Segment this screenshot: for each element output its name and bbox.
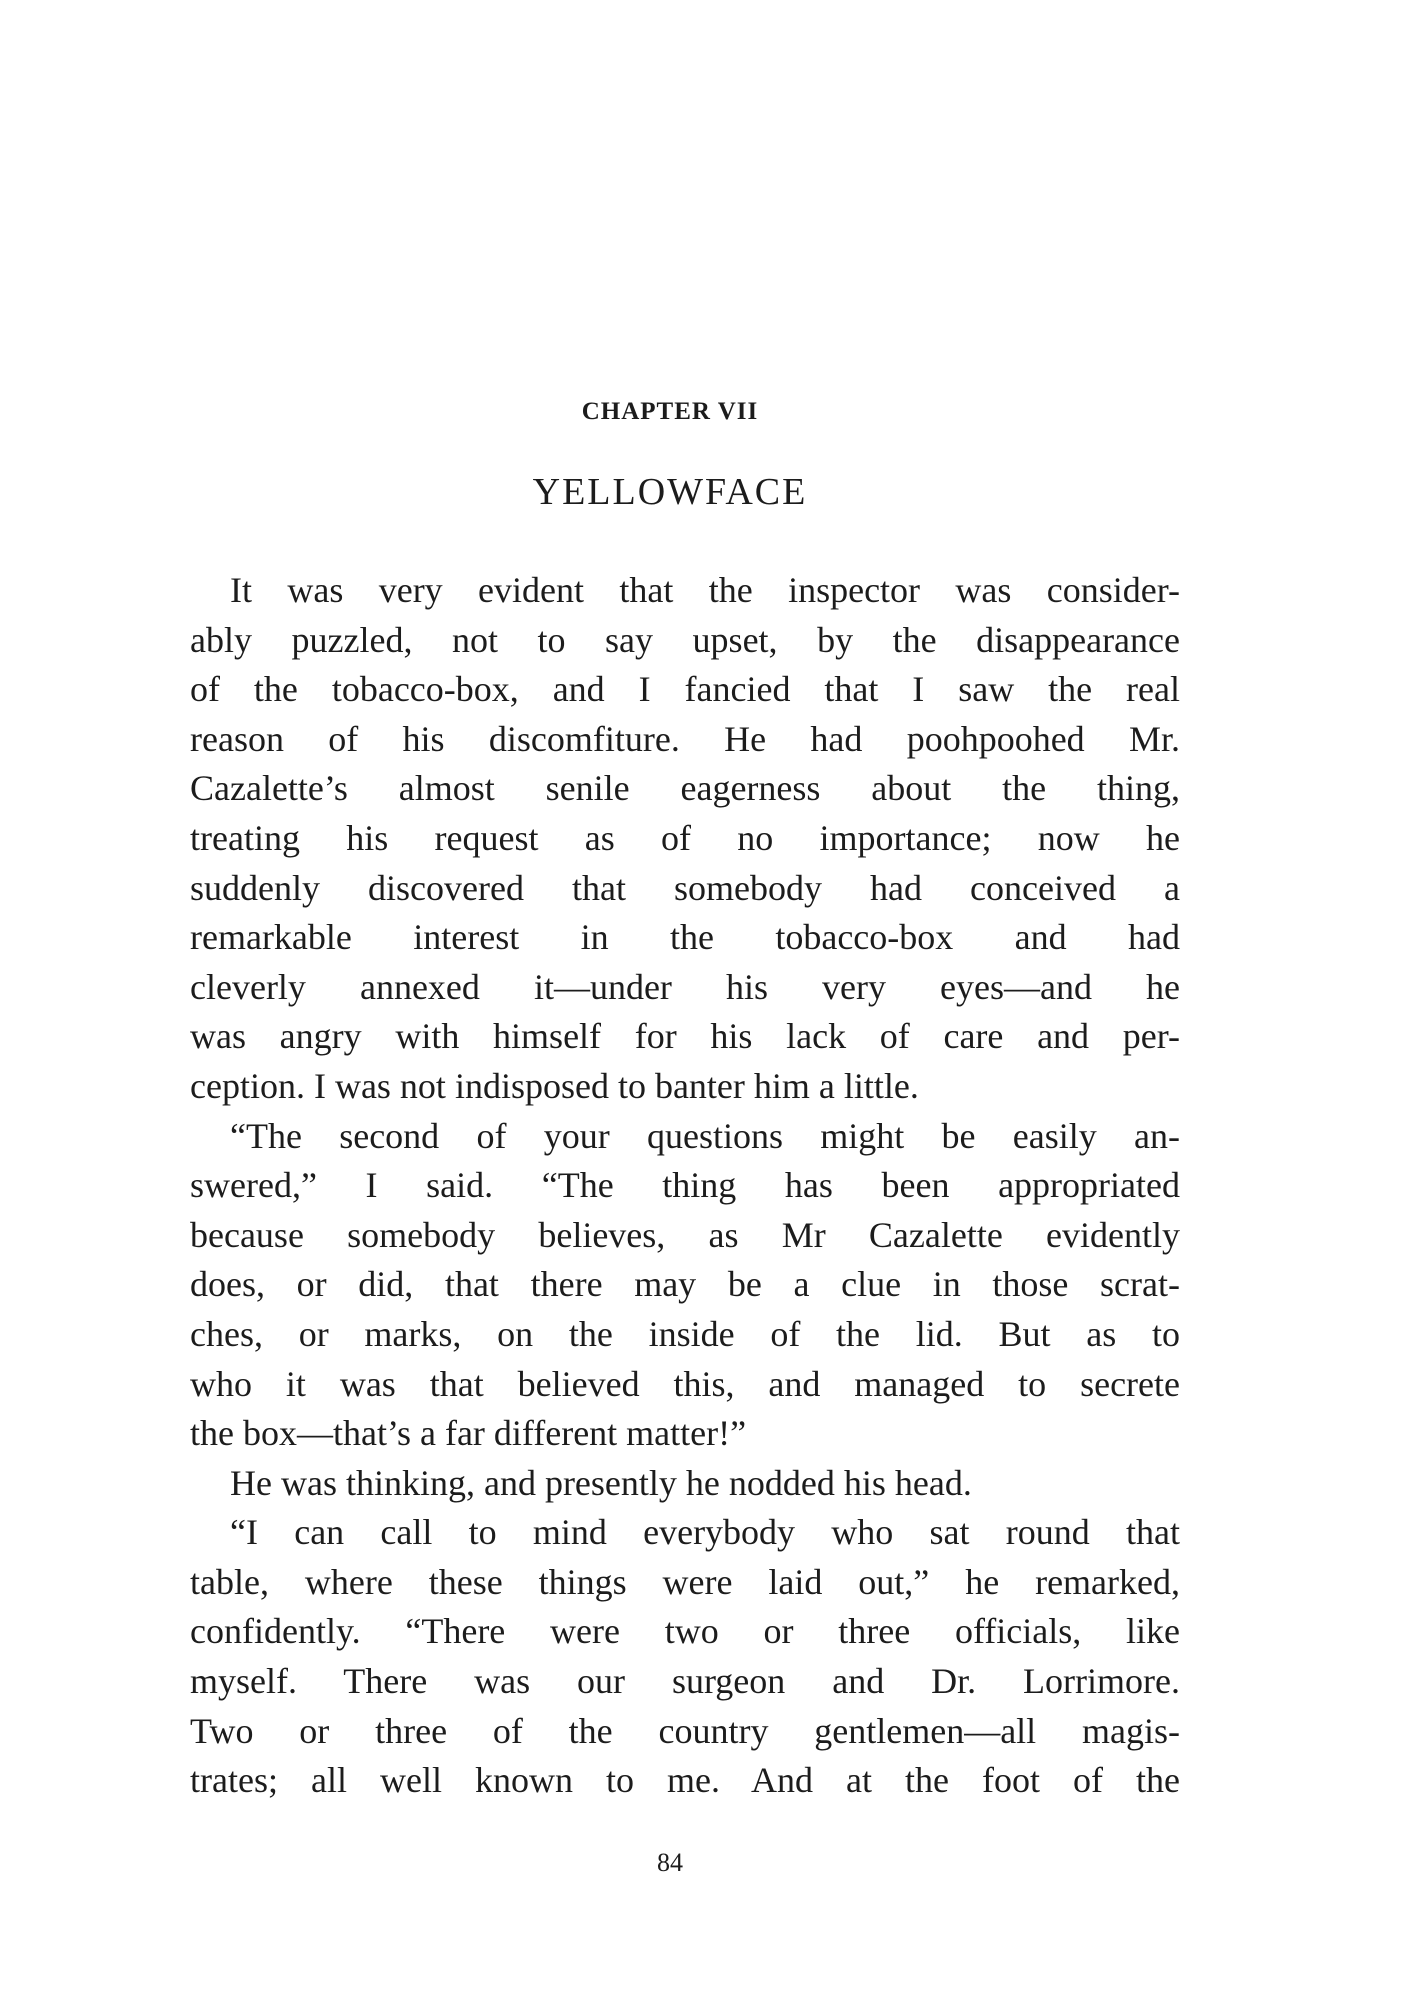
- text-line: “I can call to mind everybody who sat round that: [230, 1512, 1180, 1553]
- text-line: swered,” I said. “The thing has been appropriated: [190, 1165, 1180, 1206]
- text-line: myself. There was our surgeon and Dr. Lorrimore.: [190, 1661, 1180, 1702]
- text-line: treating his request as of no importance; now he: [190, 817, 1180, 858]
- text-line: cleverly annexed it—under his very eyes—and he: [190, 966, 1180, 1007]
- text-line: was angry with himself for his lack of care and per-: [190, 1016, 1180, 1057]
- text-line: reason of his discomfiture. He had poohpoohed Mr.: [190, 718, 1180, 759]
- text-line: table, where these things were laid out,” he remarked,: [190, 1561, 1180, 1602]
- text-line: He was thinking, and presently he nodded his head.: [230, 1462, 972, 1503]
- chapter-title: YELLOWFACE: [532, 471, 808, 513]
- text-line: ches, or marks, on the inside of the lid. But as to: [190, 1313, 1180, 1354]
- chapter-label: CHAPTER VII: [581, 398, 759, 425]
- text-line: trates; all well known to me. And at the foot of the: [190, 1760, 1180, 1801]
- page-number: 84: [657, 1848, 683, 1877]
- text-line: “The second of your questions might be easily an-: [230, 1115, 1180, 1156]
- text-line: suddenly discovered that somebody had conceived a: [190, 867, 1180, 908]
- text-line: remarkable interest in the tobacco-box and had: [190, 917, 1180, 958]
- text-line: of the tobacco-box, and I fancied that I saw the real: [190, 669, 1180, 710]
- text-line: does, or did, that there may be a clue in those scrat-: [190, 1264, 1180, 1305]
- text-line: who it was that believed this, and managed to secrete: [190, 1363, 1180, 1404]
- text-line: ception. I was not indisposed to banter him a little.: [190, 1065, 919, 1106]
- text-line: It was very evident that the inspector was consider-: [230, 570, 1180, 610]
- text-line: Cazalette’s almost senile eagerness about the thing,: [190, 768, 1180, 809]
- text-line: ably puzzled, not to say upset, by the disappearance: [190, 619, 1180, 660]
- text-line: Two or three of the country gentlemen—all magis-: [190, 1710, 1180, 1751]
- body-text: [190, 566, 1180, 1806]
- text-line: confidently. “There were two or three officials, like: [190, 1611, 1180, 1652]
- text-line: because somebody believes, as Mr Cazalette evidently: [190, 1214, 1180, 1255]
- text-line: the box—that’s a far different matter!”: [190, 1413, 747, 1454]
